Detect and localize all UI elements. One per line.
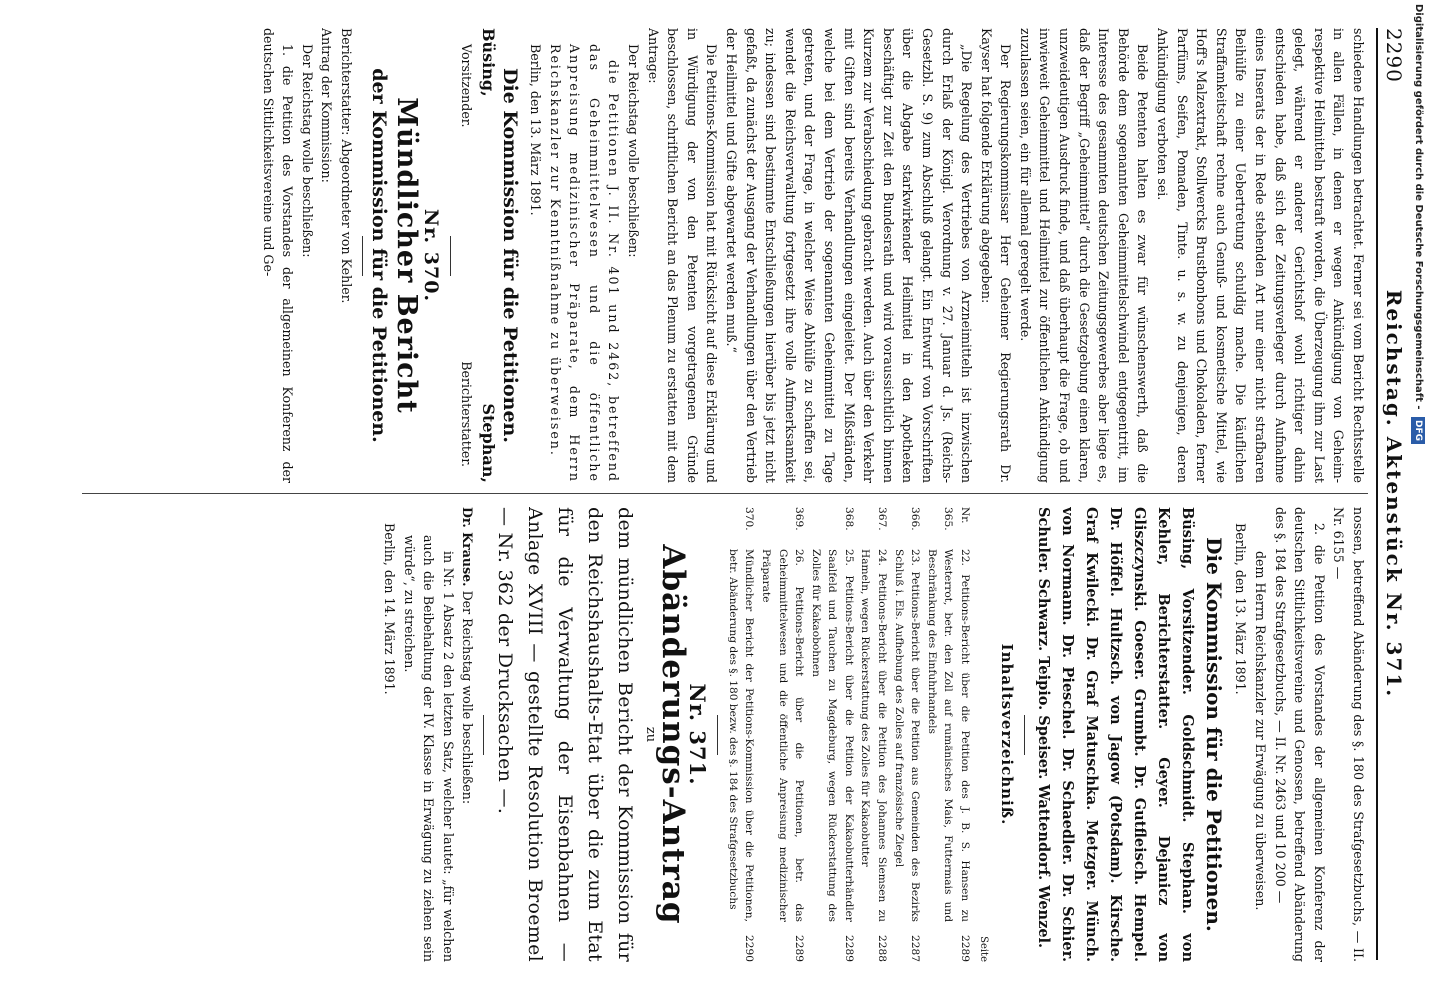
toc-page-header: Seite [977, 936, 989, 962]
toc-page: 2290 [743, 935, 756, 962]
role-chair: Vorsitzender. [459, 44, 475, 128]
column-divider [82, 493, 1368, 494]
role-rapporteur: Berichterstatter. [459, 361, 475, 467]
signer-rapporteur: Stephan, [478, 403, 498, 483]
toc-row [724, 507, 757, 962]
section-number: Nr. 370. [419, 208, 442, 303]
toc-row [857, 507, 890, 962]
signer-chair: Büsing, [478, 28, 498, 97]
section-divider [1024, 715, 1025, 755]
paragraph: 2. die Petition des Vorstandes der allgemeinen Konferenz der deutschen Sittlichkeitsvereine und Genossen, betreffend Abänderung des §. 184 des Strafgesetzbuchs, — II. Nr. 2463 und 10 200 — [1272, 507, 1327, 962]
mover-name: Dr. Krause. [460, 507, 476, 587]
section-divider [717, 715, 718, 755]
signature-block [478, 28, 498, 483]
section-divider [450, 236, 451, 276]
commission-heading: Die Kommission für die Petitionen. [1201, 537, 1226, 932]
rapporteur-line: Berichterstatter: Abgeordneter von Kehler. [338, 28, 354, 304]
paragraph: Der Regierungskommissar Herr Geheimer Regierungsrath Dr. Kayser hat folgende Erklärung abgegeben: [978, 28, 1014, 483]
digitization-credit [1405, 4, 1431, 994]
paragraph: nossen, betreffend Abänderung des §. 180 des Strafgesetzbuchs, — II. Nr. 6155 — [1331, 507, 1366, 962]
date-line: Berlin, den 13. März 1891. [1233, 523, 1249, 695]
paragraph: „Die Regelung des Vertriebes von Arzneimitteln ist inzwischen durch Erlaß der Königl. Verordnung v. 27. Januar d. Js. (Reichs-Gesetzbl. S. 9) zum Abschluß gelangt. Ein Entwurf von Vorschriften über die Abgabe starkwirkender Heilmittel in den Apotheken beschäftigt zur Zeit den Bundesrath und wird voraussichtlich binnen Kurzem zur Verabschiedung gebracht werden. Auch über den Verkehr mit Giften sind bereits Verhandlungen eingeleitet. Der Mißständen, welche bei dem Vertrieb der sogenannten Geheimmittel zu Tage getreten, und der Frage, in welcher Weise Abhülfe zu schaffen sei, wendet die Reichsverwaltung fortgesetzt ihre volle Aufmerksamkeit zu; indessen sind bestimmte Entschließungen hierüber bis jetzt nicht gefaßt, da zunächst der Ausgang der Verhandlungen über den Vertrieb der Heilmittel und Gifte abgewartet werden muß.“ [724, 28, 975, 483]
left-column [72, 28, 1368, 483]
date-line: Berlin, den 14. März 1891. [382, 523, 397, 695]
toc-title: Inhaltsverzeichniß. [998, 643, 1017, 826]
toc-page: 2287 [909, 935, 922, 962]
toc-number: 367. [876, 507, 889, 531]
antrag-line: Antrag der Kommission: [319, 28, 335, 183]
motion-text: in Nr. 1 Absatz 2 den letzten Satz, welcher lautet: „für welchen auch die Beibehaltung der IV. Klasse in Erwägung zu ziehen sein würde“, zu streichen. [401, 535, 456, 962]
toc-row [807, 507, 857, 962]
toc-page: 2289 [959, 935, 972, 962]
toc-text: 24. Petitions-Bericht über die Petition des Johannes Siemsen zu Hameln, wegen Rückerstattung des Zolles für Kakaobutter [859, 549, 889, 922]
toc-number: Nr. 365. [942, 507, 972, 531]
toc-page: 2288 [876, 935, 889, 962]
toc-row [890, 507, 923, 962]
motion-intro [458, 507, 478, 962]
motion-subject: dem mündlichen Bericht der Kommission für den Reichshaushalts-Etat über die zum Etat für die Verwaltung der Eisenbahnen — Anlage XVIII — gestellte Resolution Broemel — Nr. 362 der Drucksachen —. [494, 507, 637, 962]
toc-page: 2289 [793, 935, 806, 962]
member-list: Büsing, Vorsitzender. Goldschmidt. Stephan. von Kehler, Berichterstatter. Geyer. Dejanicz von Gliszczynski. Goeser. Grumbt. Dr. Gutfleisch. Hempel. Dr. Höffel. Hultzsch. von Jagow (Potsdam). Kirsche. Graf Kwilecki. Dr. Graf Matuschka. Metzger. Münch. von Normann. Dr. Pieschel. Dr. Schaedler. Dr. Schier. Schuler. Schwarz. Teipio. Speiser. Wattendorf. Wenzel. [1035, 507, 1197, 962]
toc-text: 23. Petitions-Bericht über die Petition aus Gemeinden des Bezirks Schluß i. Els. Aufhebung des Zolles auf französische Ziegel [892, 549, 922, 922]
paragraph: schiedene Handlungen betrachtet. Ferner sei vom Bericht Rechtsstelle in allen Fällen, in denen er wegen Ankündigung von Geheim- respektive Heilmitteln bestraft worden, die Überzeugung ihm zur Last gelegt, während er anderer Gerichtshof wohl richtiger dahin entschieden habe, daß sich der Zeitungsverleger durch Aufnahme eines Inserats der in Rede stehenden Art nur einer nicht strafbaren Beihülfe zu einer Uebertretung schuldig mache. Die käuflichen Straffamkeitschaft rechne auch Genuß- und kosmetische Mittel, wie Hoff's Malzextrakt, Stollwercks Brustbonbons und Chokoladen, ferner Parfüms, Seifen, Pomaden, Tinte. u. s. w. zu denjenigen, deren Ankündigung verboten sei. [1155, 28, 1366, 483]
toc-number: 366. [909, 507, 922, 531]
running-title: Reichstag. Aktenstück Nr. 371. [1382, 289, 1406, 699]
section-title: Mündlicher Bericht [391, 97, 423, 414]
header-rule [1376, 28, 1378, 960]
paragraph: die Petitionen J. II. Nr. 401 und 2462, betreffend das Geheimmittelwesen und die öffentliche Anpreisung medizinischer Präparate, dem Herrn Reichskanzler zur Kenntnißnahme zu überweisen. [547, 44, 622, 483]
section-subtitle: der Kommission für die Petitionen. [368, 68, 391, 443]
toc-text: 25. Petitions-Bericht über die Petition der Kakaobutterhändler Saalfeld und Tauchen zu Magdeburg, wegen Rückerstattung des Zolles für Kakaobohnen [809, 549, 855, 922]
toc-page: 2289 [842, 935, 855, 962]
paragraph: dem Herrn Reichskanzler zur Erwägung zu überweisen. [1253, 551, 1269, 911]
paragraph: Der Reichstag wolle beschließen: [626, 44, 642, 258]
toc-number: 370. [743, 507, 756, 531]
date-line: Berlin, den 13. März 1891. [528, 44, 544, 216]
toc-row [757, 507, 807, 962]
zu-line: zu [642, 726, 658, 743]
right-column [72, 507, 1368, 962]
section-number: Nr. 371. [685, 683, 711, 786]
page-number: 2290 [1382, 28, 1406, 83]
toc-list [724, 507, 973, 962]
toc-row [923, 507, 973, 962]
section-divider [362, 236, 363, 276]
paragraph: Die Petitions-Kommission hat mit Rücksicht auf diese Erklärung und in Würdigung der von den Petenten vorgetragenen Gründe beschlossen, schriftlichen Bericht an das Plenum zu erstatten mit dem Antrage: [645, 28, 720, 483]
paragraph: Beide Petenten halten es zwar für wünschenswerth, daß die Behörde dem sogenannten Geheimmittelschwindel entgegentritt, im Interesse des gesammten deutschen Zeitungsgewerbes aber liege es, daß der Begriff „Geheimmittel“ durch die Gesetzgebung einen klaren, unzweideutigen Ausdruck finde, und daß überhaupt die Frage, ob und inwieweit Geheimmittel und Heilmittel zur öffentlichen Ankündigung zuzulassen seien, ein für allemal geregelt werde. [1017, 28, 1151, 483]
commission-heading: Die Kommission für die Petitionen. [499, 68, 522, 443]
credit-text-wrap [1405, 4, 1431, 994]
toc-text: 22. Petitions-Bericht über die Petition des J. B. S. Hansen zu Westerrot, betr. den Zoll auf rumänisches Mais, Futtermais und Beschränkung des Einfuhrhandels [925, 549, 972, 922]
toc-text: Mündlicher Bericht der Petitions-Kommission über die Petitionen, betr. Abänderung des §. 180 bezw. des §. 184 des Strafgesetzbuchs [726, 549, 756, 922]
toc-text: 26. Petitions-Bericht über die Petitionen, betr. das Geheimmittelwesen und die öffentliche Anpreisung medizinischer Präparate [759, 549, 806, 922]
beschliessen-line: Der Reichstag wolle beschließen: [299, 44, 315, 258]
motion-formula: Der Reichstag wolle beschließen: [460, 590, 476, 805]
dfg-logo: DFG [1411, 417, 1425, 444]
toc-number: 369. [793, 507, 806, 531]
credit-text: Digitalisierung gefördert durch die Deutsche Forschungsgemeinschaft - [1413, 4, 1424, 410]
item-line: 1. die Petition des Vorstandes der allgemeinen Konferenz der deutschen Sittlichkeitsvereine und Ge- [260, 28, 296, 483]
signature-roles [457, 28, 477, 483]
section-title: Abänderungs-Antrag [654, 544, 691, 925]
section-divider [483, 715, 484, 755]
toc-number: 368. [842, 507, 855, 531]
